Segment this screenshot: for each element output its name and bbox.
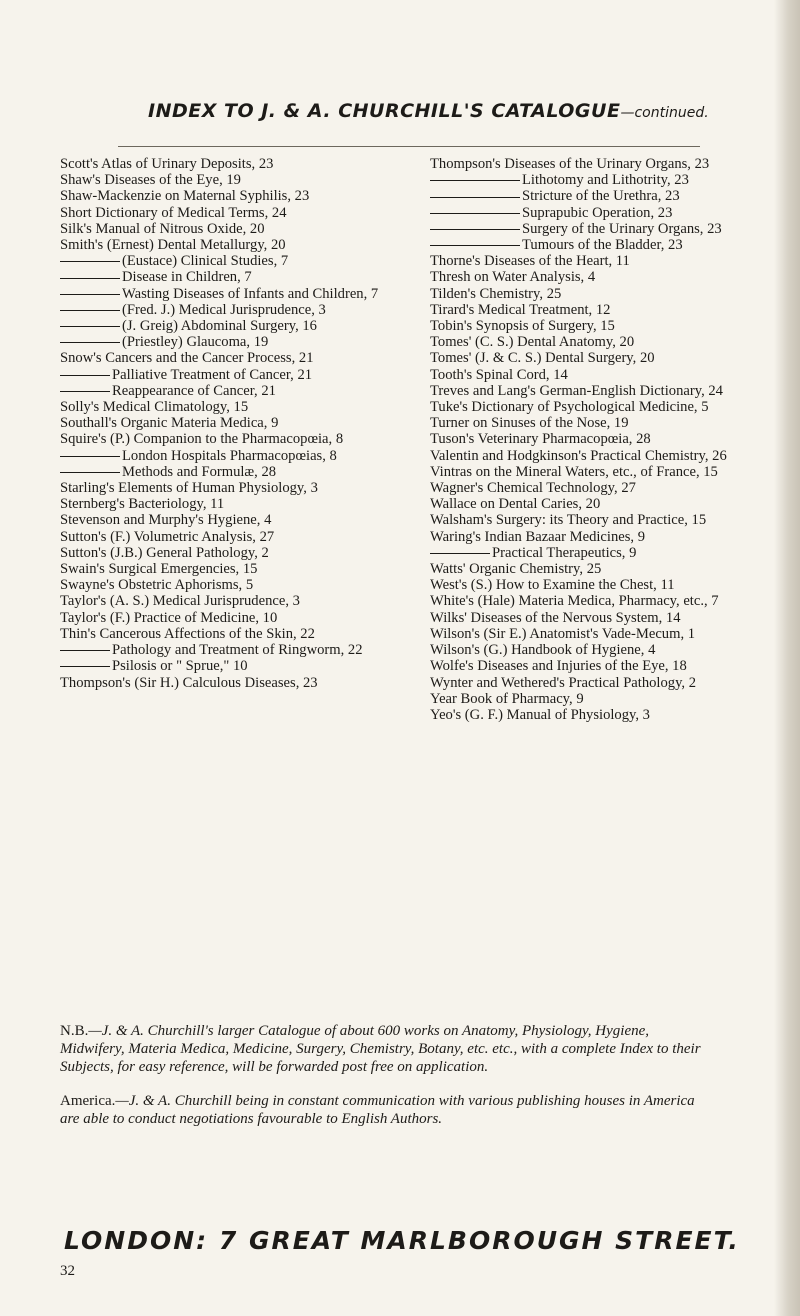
index-entry	[60, 156, 406, 172]
nb-lead: N.B.	[60, 1023, 89, 1039]
index-entry	[430, 302, 788, 318]
index-entry-text: Snow's Cancers and the Cancer Process, 21	[60, 350, 314, 367]
nb-text: —J. & A. Churchill's larger Catalogue of about 600 works on Anatomy, Physiology, Hygiene, Midwifery, Materia Medica, Medicine, Surgery, Chemistry, Botany, etc. etc., with a complete Index to their Subjects, for easy reference, will be forwarded post free on application.	[60, 1023, 701, 1075]
index-entry-text: Valentin and Hodgkinson's Practical Chemistry, 26	[430, 447, 727, 464]
index-entry-text: Tomes' (J. & C. S.) Dental Surgery, 20	[430, 350, 655, 367]
index-entry	[430, 188, 788, 204]
index-entry	[60, 431, 406, 447]
index-entry	[60, 269, 406, 285]
index-entry-text: Reappearance of Cancer, 21	[112, 382, 276, 399]
ditto-dash	[60, 375, 110, 376]
index-entry-text: Thresh on Water Analysis, 4	[430, 269, 596, 286]
index-entry-text: Squire's (P.) Companion to the Pharmacopœia, 8	[60, 431, 344, 448]
index-entry-text: Tuke's Dictionary of Psychological Medicine, 5	[430, 399, 709, 416]
index-entry-text: Short Dictionary of Medical Terms, 24	[60, 204, 287, 221]
index-entry	[430, 577, 788, 593]
index-entry-text: (J. Greig) Abdominal Surgery, 16	[122, 318, 317, 335]
index-entry	[60, 237, 406, 253]
index-entry	[60, 415, 406, 431]
index-entry	[430, 512, 788, 528]
index-entry	[430, 707, 788, 723]
left-index-column	[60, 156, 406, 691]
ditto-dash	[430, 553, 490, 554]
index-entry-text: Watts' Organic Chemistry, 25	[430, 561, 602, 578]
index-entry	[430, 642, 788, 658]
index-entry	[430, 610, 788, 626]
index-entry-text: Swain's Surgical Emergencies, 15	[60, 561, 258, 578]
index-entry-text: Solly's Medical Climatology, 15	[60, 399, 249, 416]
america-text: —J. & A. Churchill being in constant communication with various publishing houses in America are able to conduct negotiations favourable to English Authors.	[60, 1093, 695, 1127]
notes-section	[60, 1022, 710, 1144]
index-entry-text: Practical Therapeutics, 9	[492, 544, 637, 561]
index-entry-text: Wilson's (Sir E.) Anatomist's Vade-Mecum, 1	[430, 625, 696, 642]
index-entry-text: West's (S.) How to Examine the Chest, 11	[430, 577, 675, 594]
ditto-dash	[60, 326, 120, 327]
right-index-column	[430, 156, 788, 723]
index-entry-text: Silk's Manual of Nitrous Oxide, 20	[60, 220, 265, 237]
index-entry	[430, 172, 788, 188]
index-entry	[430, 593, 788, 609]
header-continued: —continued.	[620, 105, 709, 121]
index-entry-text: Wynter and Wethered's Practical Pathology, 2	[430, 674, 697, 691]
index-entry	[430, 350, 788, 366]
index-entry-text: Sutton's (J.B.) General Pathology, 2	[60, 544, 269, 561]
index-entry-text: Swayne's Obstetric Aphorisms, 5	[60, 577, 254, 594]
index-entry	[60, 545, 406, 561]
index-entry	[60, 675, 406, 691]
index-entry	[60, 318, 406, 334]
index-entry-text: Smith's (Ernest) Dental Metallurgy, 20	[60, 237, 286, 254]
ditto-dash	[60, 294, 120, 295]
index-entry	[430, 545, 788, 561]
index-entry-text: Wolfe's Diseases and Injuries of the Eye, 18	[430, 658, 687, 675]
index-entry	[60, 253, 406, 269]
america-note	[60, 1092, 710, 1128]
index-entry-text: London Hospitals Pharmacopœias, 8	[122, 447, 337, 464]
index-entry-text: Suprapubic Operation, 23	[522, 204, 673, 221]
index-entry	[60, 205, 406, 221]
index-entry	[430, 334, 788, 350]
ditto-dash	[60, 261, 120, 262]
index-entry-text: Sternberg's Bacteriology, 11	[60, 496, 225, 513]
index-entry-text: Treves and Lang's German-English Dictionary, 24	[430, 382, 723, 399]
index-entry-text: Vintras on the Mineral Waters, etc., of France, 15	[430, 463, 718, 480]
index-entry	[430, 253, 788, 269]
index-entry	[430, 658, 788, 674]
index-entry	[430, 691, 788, 707]
index-entry-text: Psilosis or " Sprue," 10	[112, 658, 248, 675]
index-entry	[430, 156, 788, 172]
index-entry-text: Wallace on Dental Caries, 20	[430, 496, 601, 513]
index-entry	[60, 464, 406, 480]
index-entry	[60, 172, 406, 188]
index-entry-text: Thin's Cancerous Affections of the Skin, 22	[60, 625, 315, 642]
index-entry-text: (Priestley) Glaucoma, 19	[122, 334, 269, 351]
index-entry	[430, 221, 788, 237]
index-entry-text: Taylor's (F.) Practice of Medicine, 10	[60, 609, 278, 626]
index-entry	[60, 334, 406, 350]
ditto-dash	[60, 456, 120, 457]
index-entry	[430, 464, 788, 480]
ditto-dash	[60, 342, 120, 343]
index-entry-text: White's (Hale) Materia Medica, Pharmacy, etc., 7	[430, 593, 719, 610]
index-entry	[60, 286, 406, 302]
index-entry	[430, 529, 788, 545]
index-entry	[430, 399, 788, 415]
index-entry	[430, 496, 788, 512]
footer-address: LONDON: 7 GREAT MARLBOROUGH STREET.	[64, 1226, 740, 1255]
index-entry	[60, 610, 406, 626]
index-entry	[60, 302, 406, 318]
index-entry	[60, 496, 406, 512]
index-entry	[430, 237, 788, 253]
index-entry-text: (Fred. J.) Medical Jurisprudence, 3	[122, 301, 326, 318]
index-entry-text: Surgery of the Urinary Organs, 23	[522, 220, 722, 237]
index-entry	[60, 399, 406, 415]
index-entry	[430, 205, 788, 221]
nb-note	[60, 1022, 710, 1076]
index-entry	[60, 350, 406, 366]
america-lead: America.	[60, 1093, 116, 1109]
index-entry	[60, 221, 406, 237]
index-entry	[430, 448, 788, 464]
index-entry-text: Taylor's (A. S.) Medical Jurisprudence, 3	[60, 593, 300, 610]
header-title: INDEX TO J. & A. CHURCHILL'S CATALOGUE	[148, 100, 621, 122]
index-entry-text: Tuson's Veterinary Pharmacopœia, 28	[430, 431, 651, 448]
index-entry-text: Wilson's (G.) Handbook of Hygiene, 4	[430, 642, 656, 659]
index-entry	[430, 269, 788, 285]
index-entry	[430, 318, 788, 334]
index-entry	[60, 626, 406, 642]
page-header	[148, 100, 708, 122]
index-entry	[430, 480, 788, 496]
ditto-dash	[430, 213, 520, 214]
index-entry	[60, 188, 406, 204]
index-entry	[430, 561, 788, 577]
index-entry-text: Shaw's Diseases of the Eye, 19	[60, 172, 241, 189]
index-entry-text: Tumours of the Bladder, 23	[522, 237, 683, 254]
index-entry	[430, 626, 788, 642]
ditto-dash	[430, 180, 520, 181]
ditto-dash	[60, 310, 120, 311]
index-entry-text: Scott's Atlas of Urinary Deposits, 23	[60, 156, 274, 172]
index-entry	[430, 367, 788, 383]
page-number: 32	[60, 1263, 75, 1279]
index-entry-text: Stevenson and Murphy's Hygiene, 4	[60, 512, 272, 529]
index-entry	[60, 367, 406, 383]
ditto-dash	[60, 391, 110, 392]
index-entry	[60, 577, 406, 593]
index-entry	[60, 512, 406, 528]
index-entry-text: Yeo's (G. F.) Manual of Physiology, 3	[430, 706, 650, 723]
ditto-dash	[60, 472, 120, 473]
index-entry-text: Thompson's Diseases of the Urinary Organs, 23	[430, 156, 710, 172]
index-entry	[60, 448, 406, 464]
index-entry-text: Shaw-Mackenzie on Maternal Syphilis, 23	[60, 188, 310, 205]
index-entry	[60, 480, 406, 496]
index-entry-text: Starling's Elements of Human Physiology, 3	[60, 480, 318, 497]
ditto-dash	[60, 666, 110, 667]
index-entry-text: Wagner's Chemical Technology, 27	[430, 480, 636, 497]
index-entry	[430, 675, 788, 691]
ditto-dash	[60, 650, 110, 651]
index-entry	[430, 286, 788, 302]
index-entry-text: Stricture of the Urethra, 23	[522, 188, 680, 205]
index-entry	[60, 593, 406, 609]
ditto-dash	[430, 245, 520, 246]
index-entry	[60, 642, 406, 658]
index-entry-text: Turner on Sinuses of the Nose, 19	[430, 415, 629, 432]
index-entry	[60, 658, 406, 674]
index-entry-text: Pathology and Treatment of Ringworm, 22	[112, 642, 363, 659]
index-entry	[60, 529, 406, 545]
index-entry	[430, 383, 788, 399]
index-entry-text: Thompson's (Sir H.) Calculous Diseases, 23	[60, 674, 318, 691]
index-entry-text: Tirard's Medical Treatment, 12	[430, 301, 611, 318]
header-rule	[118, 146, 700, 147]
index-entry-text: Wilks' Diseases of the Nervous System, 14	[430, 609, 681, 626]
index-entry-text: (Eustace) Clinical Studies, 7	[122, 253, 289, 270]
index-entry-text: Palliative Treatment of Cancer, 21	[112, 366, 313, 383]
index-entry	[60, 561, 406, 577]
ditto-dash	[430, 229, 520, 230]
index-entry-text: Thorne's Diseases of the Heart, 11	[430, 253, 630, 270]
ditto-dash	[430, 197, 520, 198]
index-entry-text: Walsham's Surgery: its Theory and Practice, 15	[430, 512, 707, 529]
index-entry-text: Lithotomy and Lithotrity, 23	[522, 172, 689, 189]
index-entry-text: Year Book of Pharmacy, 9	[430, 690, 584, 707]
index-entry-text: Tomes' (C. S.) Dental Anatomy, 20	[430, 334, 635, 351]
index-entry-text: Tilden's Chemistry, 25	[430, 285, 562, 302]
index-entry	[430, 415, 788, 431]
index-entry-text: Tooth's Spinal Cord, 14	[430, 366, 568, 383]
index-entry-text: Wasting Diseases of Infants and Children, 7	[122, 285, 379, 302]
ditto-dash	[60, 278, 120, 279]
index-entry-text: Methods and Formulæ, 28	[122, 463, 277, 480]
index-entry-text: Disease in Children, 7	[122, 269, 252, 286]
index-entry	[430, 431, 788, 447]
index-entry-text: Waring's Indian Bazaar Medicines, 9	[430, 528, 646, 545]
index-entry	[60, 383, 406, 399]
index-entry-text: Southall's Organic Materia Medica, 9	[60, 415, 279, 432]
index-entry-text: Sutton's (F.) Volumetric Analysis, 27	[60, 528, 275, 545]
index-entry-text: Tobin's Synopsis of Surgery, 15	[430, 318, 615, 335]
